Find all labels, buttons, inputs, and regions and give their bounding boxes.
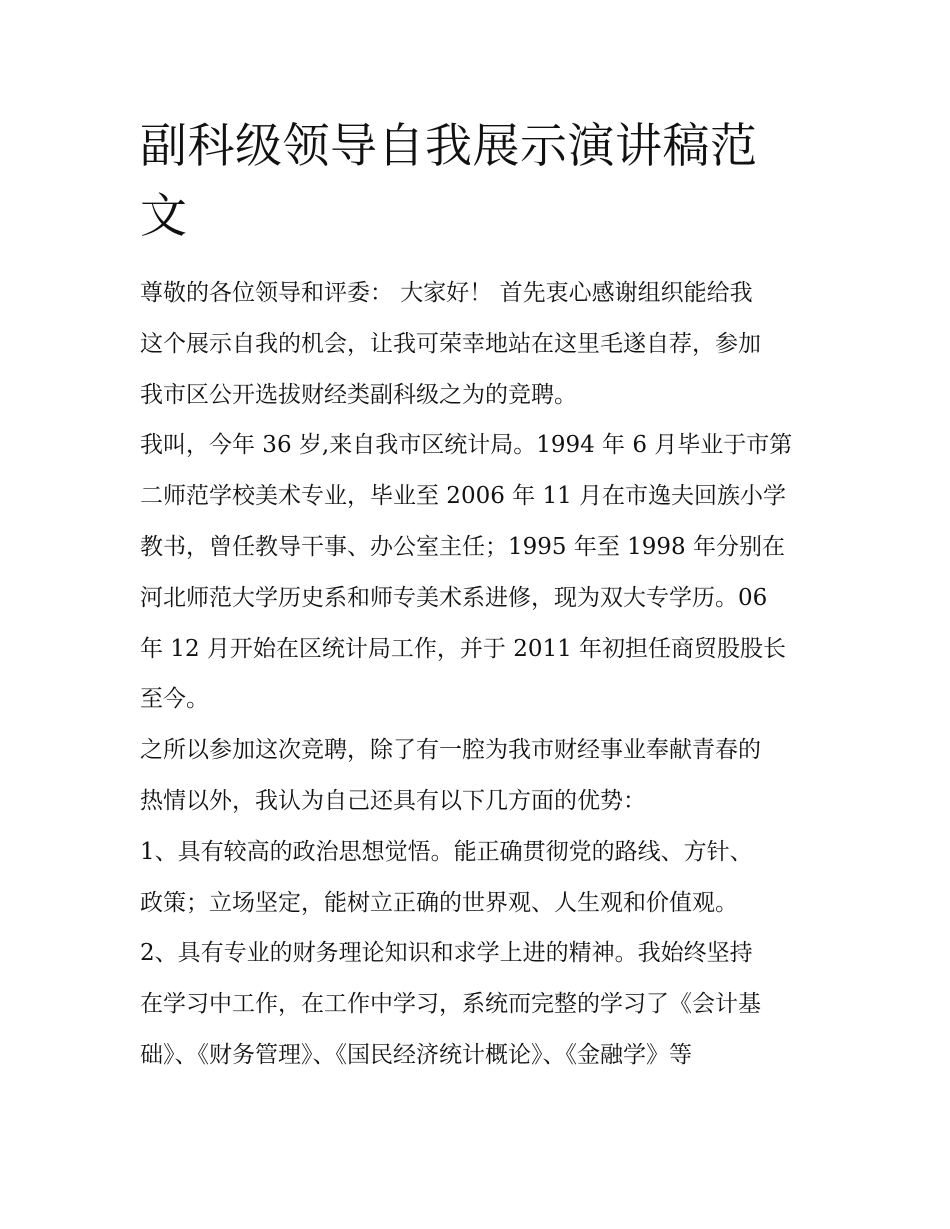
paragraph-motivation [140,725,815,827]
paragraph-line: 1、具有较高的政治思想觉悟。能正确贯彻党的路线、方针、 [140,838,753,865]
title-line: 文 [140,189,188,244]
paragraph-line: 2、具有专业的财务理论知识和求学上进的精神。我始终坚持 [140,940,753,967]
document-body [140,112,815,1081]
document-title [140,112,815,252]
paragraph-line: 年 12 月开始在区统计局工作，并于 2011 年初担任商贸股股长 [140,635,787,662]
title-line: 副科级领导自我展示演讲稿范 [140,119,758,174]
paragraph-line: 础》、《财务管理》、《国民经济统计概论》、《金融学》等 [140,1041,692,1068]
paragraph-line: 尊敬的各位领导和评委： 大家好！ 首先衷心感谢组织能给我 [140,280,753,306]
paragraph-line: 在学习中工作，在工作中学习，系统而完整的学习了《会计基 [140,991,761,1018]
paragraph-line: 这个展示自我的机会，让我可荣幸地站在这里毛遂自荐，参加 [140,330,761,357]
paragraph-advantage-2 [140,928,815,1080]
paragraph-advantage-1 [140,827,815,929]
paragraph-line: 之所以参加这次竞聘，除了有一腔为我市财经事业奉献青春的 [140,737,761,764]
paragraph-line: 二师范学校美术专业，毕业至 2006 年 11 月在市逸夫回族小学 [140,483,787,510]
paragraph-line: 我叫，今年 36 岁,来自我市区统计局。1994 年 6 月毕业于市第 [140,432,793,459]
paragraph-line: 热情以外，我认为自己还具有以下几方面的优势： [140,787,646,814]
paragraph-line: 教书，曾任教导干事、办公室主任；1995 年至 1998 年分别在 [140,533,785,560]
paragraph-greeting [140,268,815,420]
paragraph-line: 我市区公开选拔财经类副科级之为的竞聘。 [140,381,577,408]
paragraph-introduction [140,420,815,725]
paragraph-line: 政策；立场坚定，能树立正确的世界观、人生观和价值观。 [140,889,738,916]
paragraph-line: 至今。 [140,686,209,713]
paragraph-line: 河北师范大学历史系和师专美术系进修，现为双大专学历。06 [140,584,768,611]
